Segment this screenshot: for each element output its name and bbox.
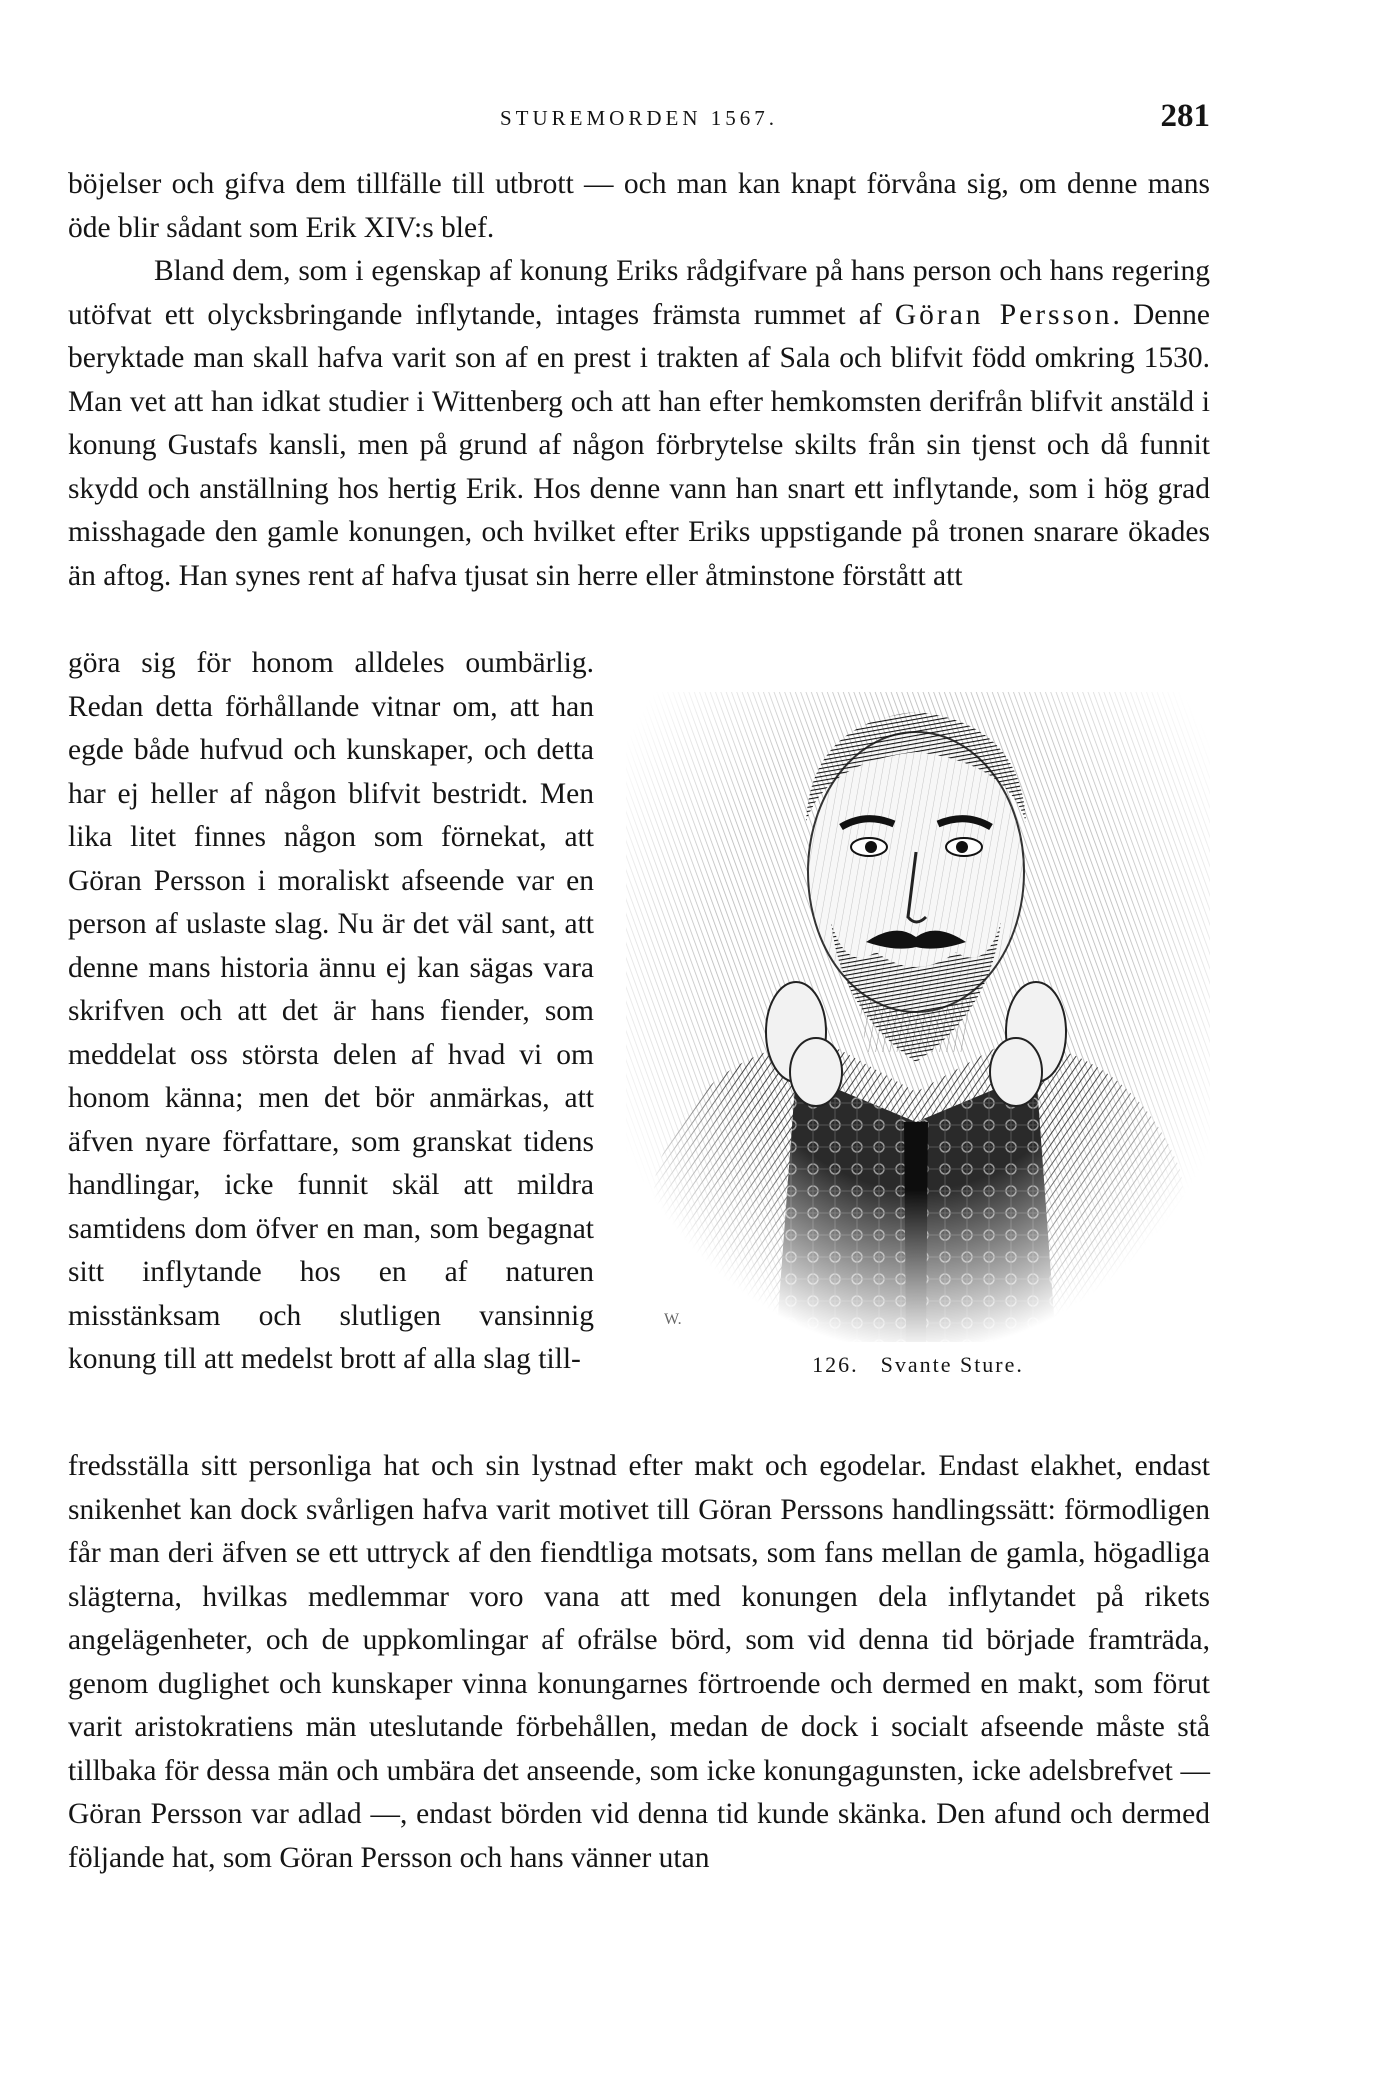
name-goran-persson: Göran Persson bbox=[894, 298, 1113, 331]
paragraph-2 bbox=[68, 250, 1210, 598]
running-title: STUREMORDEN 1567. bbox=[499, 106, 778, 130]
page-number: 281 bbox=[1160, 98, 1210, 134]
figure-126 bbox=[626, 652, 1210, 1392]
figure-caption bbox=[626, 1352, 1210, 1378]
page-header bbox=[68, 98, 1210, 138]
figure-number: 126. bbox=[812, 1352, 859, 1377]
portrait-engraving bbox=[626, 652, 1210, 1352]
body-text-beside-figure: göra sig för honom alldeles oumbärlig. Redan detta förhållande vitnar om, att han egde både hufvud och kunskaper, och detta har ej heller af någon blifvit bestridt. Men lika litet finnes någon som förnekat, att Göran Persson i moraliskt afseende var en person af uslaste slag. Nu är det väl sant, att denne mans historia ännu ej kan sägas vara skrifven och att det är hans fiender, som meddelat oss största delen af hvad vi om honom känna; men det bör anmärkas, att äfven nyare författare, som granskat tidens handlingar, icke funnit skäl att mildra samtidens dom öfver en man, som begagnat sitt inflytande hos en af naturen misstänksam och slutligen vansinnig konung till att medelst brott af alla slag till- bbox=[68, 647, 594, 1375]
body-text-top bbox=[68, 163, 1210, 598]
paragraph-1: böjelser och gifva dem tillfälle till utbrott — och man kan knapt förvåna sig, om denne mans öde blir sådant som Erik XIV:s blef. bbox=[68, 168, 1210, 244]
figure-title: Svante Sture. bbox=[880, 1352, 1024, 1377]
engraver-mark: W. bbox=[664, 1311, 682, 1328]
body-text-bottom: fredsställa sitt personliga hat och sin lystnad efter makt och egodelar. Endast elakhet, endast snikenhet kan dock svårligen hafva varit motivet till Göran Perssons handlingssätt: förmodligen får man deri äfven se ett uttryck af den fiendtliga motsats, som fans mellan de gamla, högadliga slägterna, hvilkas medlemmar voro vana att med konungen dela inflytandet på rikets angelägenheter, och de uppkomlingar af ofrälse börd, som vid denna tid började framträda, genom duglighet och kunskaper vinna konungarnes förtroende och dermed en makt, som förut varit aristokratiens män uteslutande förbehållen, medan de dock i socialt afseende måste stå tillbaka för dessa män och umbära det anseende, som icke konungagunsten, icke adelsbrefvet — Göran Persson var adlad —, endast börden vid denna tid kunde skänka. Den afund och dermed följande hat, som Göran Persson och hans vänner utan bbox=[68, 1450, 1210, 1874]
paragraph-2-start: Bland dem, som i egenskap af konung Eriks rådgifvare på hans person och hans regering utöfvat ett olycksbringande inflytande, intages främsta rummet af bbox=[68, 255, 1210, 331]
paragraph-2-continued: . Denne beryktade man skall hafva varit son af en prest i trakten af Sala och blifvit född omkring 1530. Man vet att han idkat studier i Wittenberg och att han efter hemkomsten derifrån blifvit anstäld i konung Gustafs kansli, men på grund af någon förbrytelse skilts från sin tjenst och då funnit skydd och anställning hos hertig Erik. Hos denne vann han snart ett inflytande, som i hög grad misshagade den gamle konungen, och hvilket efter Eriks uppstigande på tronen snarare ökades än aftog. Han synes rent af hafva tjusat sin herre eller åtminstone förstått att bbox=[68, 298, 1210, 592]
